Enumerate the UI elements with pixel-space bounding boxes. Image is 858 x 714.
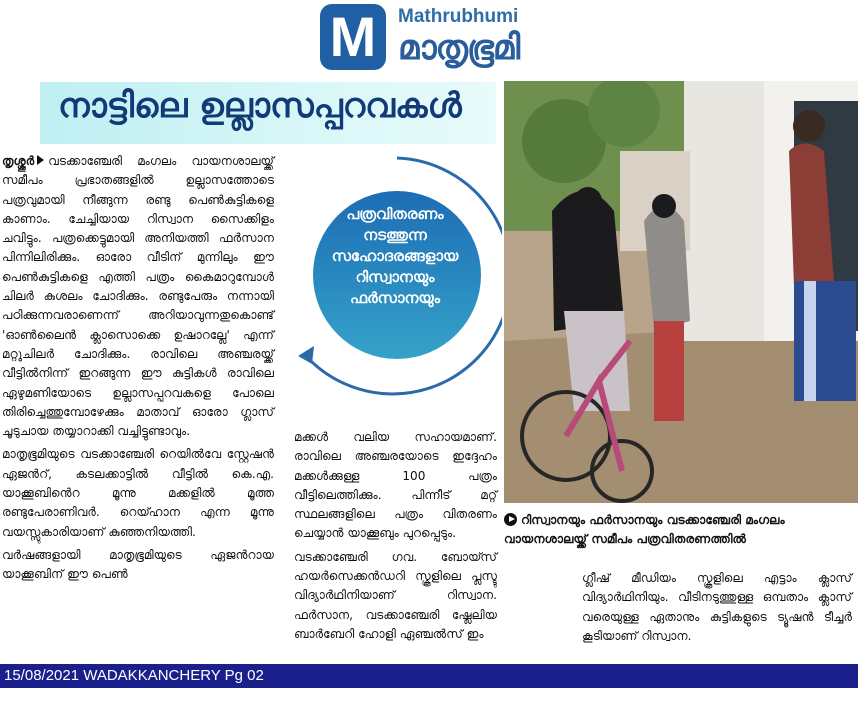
edition-label: 15/08/2021 WADAKKANCHERY Pg 02 <box>4 667 264 684</box>
dateline-arrow-icon <box>37 155 44 165</box>
dateline: തൃശ്ശൂർ <box>2 154 35 168</box>
article-column-3 <box>582 569 852 650</box>
brand-english: Mathrubhumi <box>398 6 519 27</box>
pullquote-line: പത്രവിതരണം <box>346 205 444 223</box>
mathrubhumi-logo-icon <box>320 4 386 70</box>
page-footer-bar <box>0 664 858 688</box>
brand-malayalam: മാതൃഭൂമി <box>398 28 520 68</box>
article-column-2 <box>294 428 497 648</box>
headline: നാട്ടിലെ ഉല്ലാസപ്പറവകൾ <box>58 86 462 126</box>
pullquote-line: നടത്തുന്ന <box>363 226 427 244</box>
article-paragraph <box>2 152 274 441</box>
logo-letter: M <box>329 5 377 68</box>
caption-bullet-icon <box>504 513 517 526</box>
article-paragraph: ഗ്ലീഷ് മീഡിയം സ്കൂളിലെ എട്ടാം ക്ലാസ് വിദ്യാർഥിനിയും. വീടിനടുത്തുള്ള ഒമ്പതാം ക്ലാസ് വരെയുള്ള ഏതാനും കുട്ടികളുടെ ട്യൂഷൻ ടീച്ചർ കൂടിയാണ് റിസ്വാന. <box>582 571 852 643</box>
photo-caption <box>504 511 858 549</box>
caption-text: റിസ്വാനയും ഫർസാനയും വടക്കാഞ്ചേരി മംഗലം വായനശാലയ്ക്ക് സമീപം പത്രവിതരണത്തിൽ <box>504 513 785 546</box>
article-paragraph: മക്കൾ വലിയ സഹായമാണ്. രാവിലെ അഞ്ചരയോടെ ഇദ്ദേഹം മക്കൾക്കുള്ള 100 പത്രം വീട്ടിലെത്തിക്കും. പിന്നീട് മറ്റ് സ്ഥലങ്ങളിലെ പത്രം വിതരണം ചെയ്യാൻ യാക്കൂബും പുറപ്പെടും. <box>294 430 497 541</box>
news-photo <box>504 81 858 503</box>
paragraph-text: വടക്കാഞ്ചേരി മംഗലം വായനശാലയ്ക്ക് സമീപം പ്രഭാതങ്ങളിൽ ഉല്ലാസത്തോടെ പത്രവുമായി നീങ്ങുന്ന രണ്ടു പെൺകുട്ടികളെ കാണാം. ചേച്ചിയായ റിസ്വാന സൈക്കിളം ചവിട്ടും. പത്രക്കെട്ടുമായി അനിയത്തി ഫർസാന പിന്നിലിരിക്കും. ഓരോ വീടിന് മുന്നിലും ഈ പെൺകുട്ടികളെ എത്തി പത്രം കൈമാറുമ്പോൾ ചിലർ കുശലം ചോദിക്കും. രണ്ടുപേരും നന്നായി പഠിക്കുന്നവരാണെന്ന് അറിയാവുന്നതുകൊണ്ട് 'ഓൺലൈൻ ക്ലാസൊക്കെ ഉഷാറല്ലേ' എന്ന് മറ്റുചിലർ ചോദിക്കും. രാവിലെ അഞ്ചരയ്ക്ക് വീട്ടിൽനിന്ന് ഇറങ്ങുന്ന ഈ കുട്ടികൾ രാവിലെ ഏഴുമണിയോടെ ഉല്ലാസപ്പറവകളെ പോലെ തിരിച്ചെത്തുമ്പോഴേക്കും മാതാവ് ഓരോ ഗ്ലാസ് ചൂടുചായ തയ്യാറാക്കി വച്ചിട്ടുണ്ടാവും. <box>2 154 274 439</box>
masthead <box>320 4 600 74</box>
article-column-1 <box>2 152 274 589</box>
pullquote-line: സഹോദരങ്ങളായ <box>331 247 459 265</box>
pullquote-line: റിസ്വാനയും <box>355 268 435 286</box>
article-paragraph: വർഷങ്ങളായി മാതൃഭൂമിയുടെ ഏജൻറായ യാക്കൂബിന് ഈ പെൺ <box>2 547 274 582</box>
pullquote-line: ഫർസാനയും <box>349 289 440 307</box>
article-paragraph: മാതൃഭൂമിയുടെ വടക്കാഞ്ചേരി റെയിൽവേ സ്റ്റേഷൻ ഏജൻറ്, കടലക്കാട്ടിൽ വീട്ടിൽ കെ.എ. യാക്കൂബിൻെറ മൂന്നു മക്കളിൽ മൂത്ത രണ്ടുപേരാണിവർ. റെയ്ഹാന എന്ന മൂന്നു വയസ്സുകാരിയാണ് കുഞ്ഞനിയത്തി. <box>2 447 274 539</box>
article-paragraph: വടക്കാഞ്ചേരി ഗവ. ബോയ്സ് ഹയർസെക്കൻഡറി സ്കൂളിലെ പ്ലസ്ടു വിദ്യാർഥിനിയാണ് റിസ്വാന. ഫർസാന, വടക്കാഞ്ചേരി ഷ്ലേലിയ ബാർബേറി ഹോളി ഏഞ്ചൽസ് ഇം <box>294 549 497 641</box>
pullquote-text <box>319 204 471 309</box>
